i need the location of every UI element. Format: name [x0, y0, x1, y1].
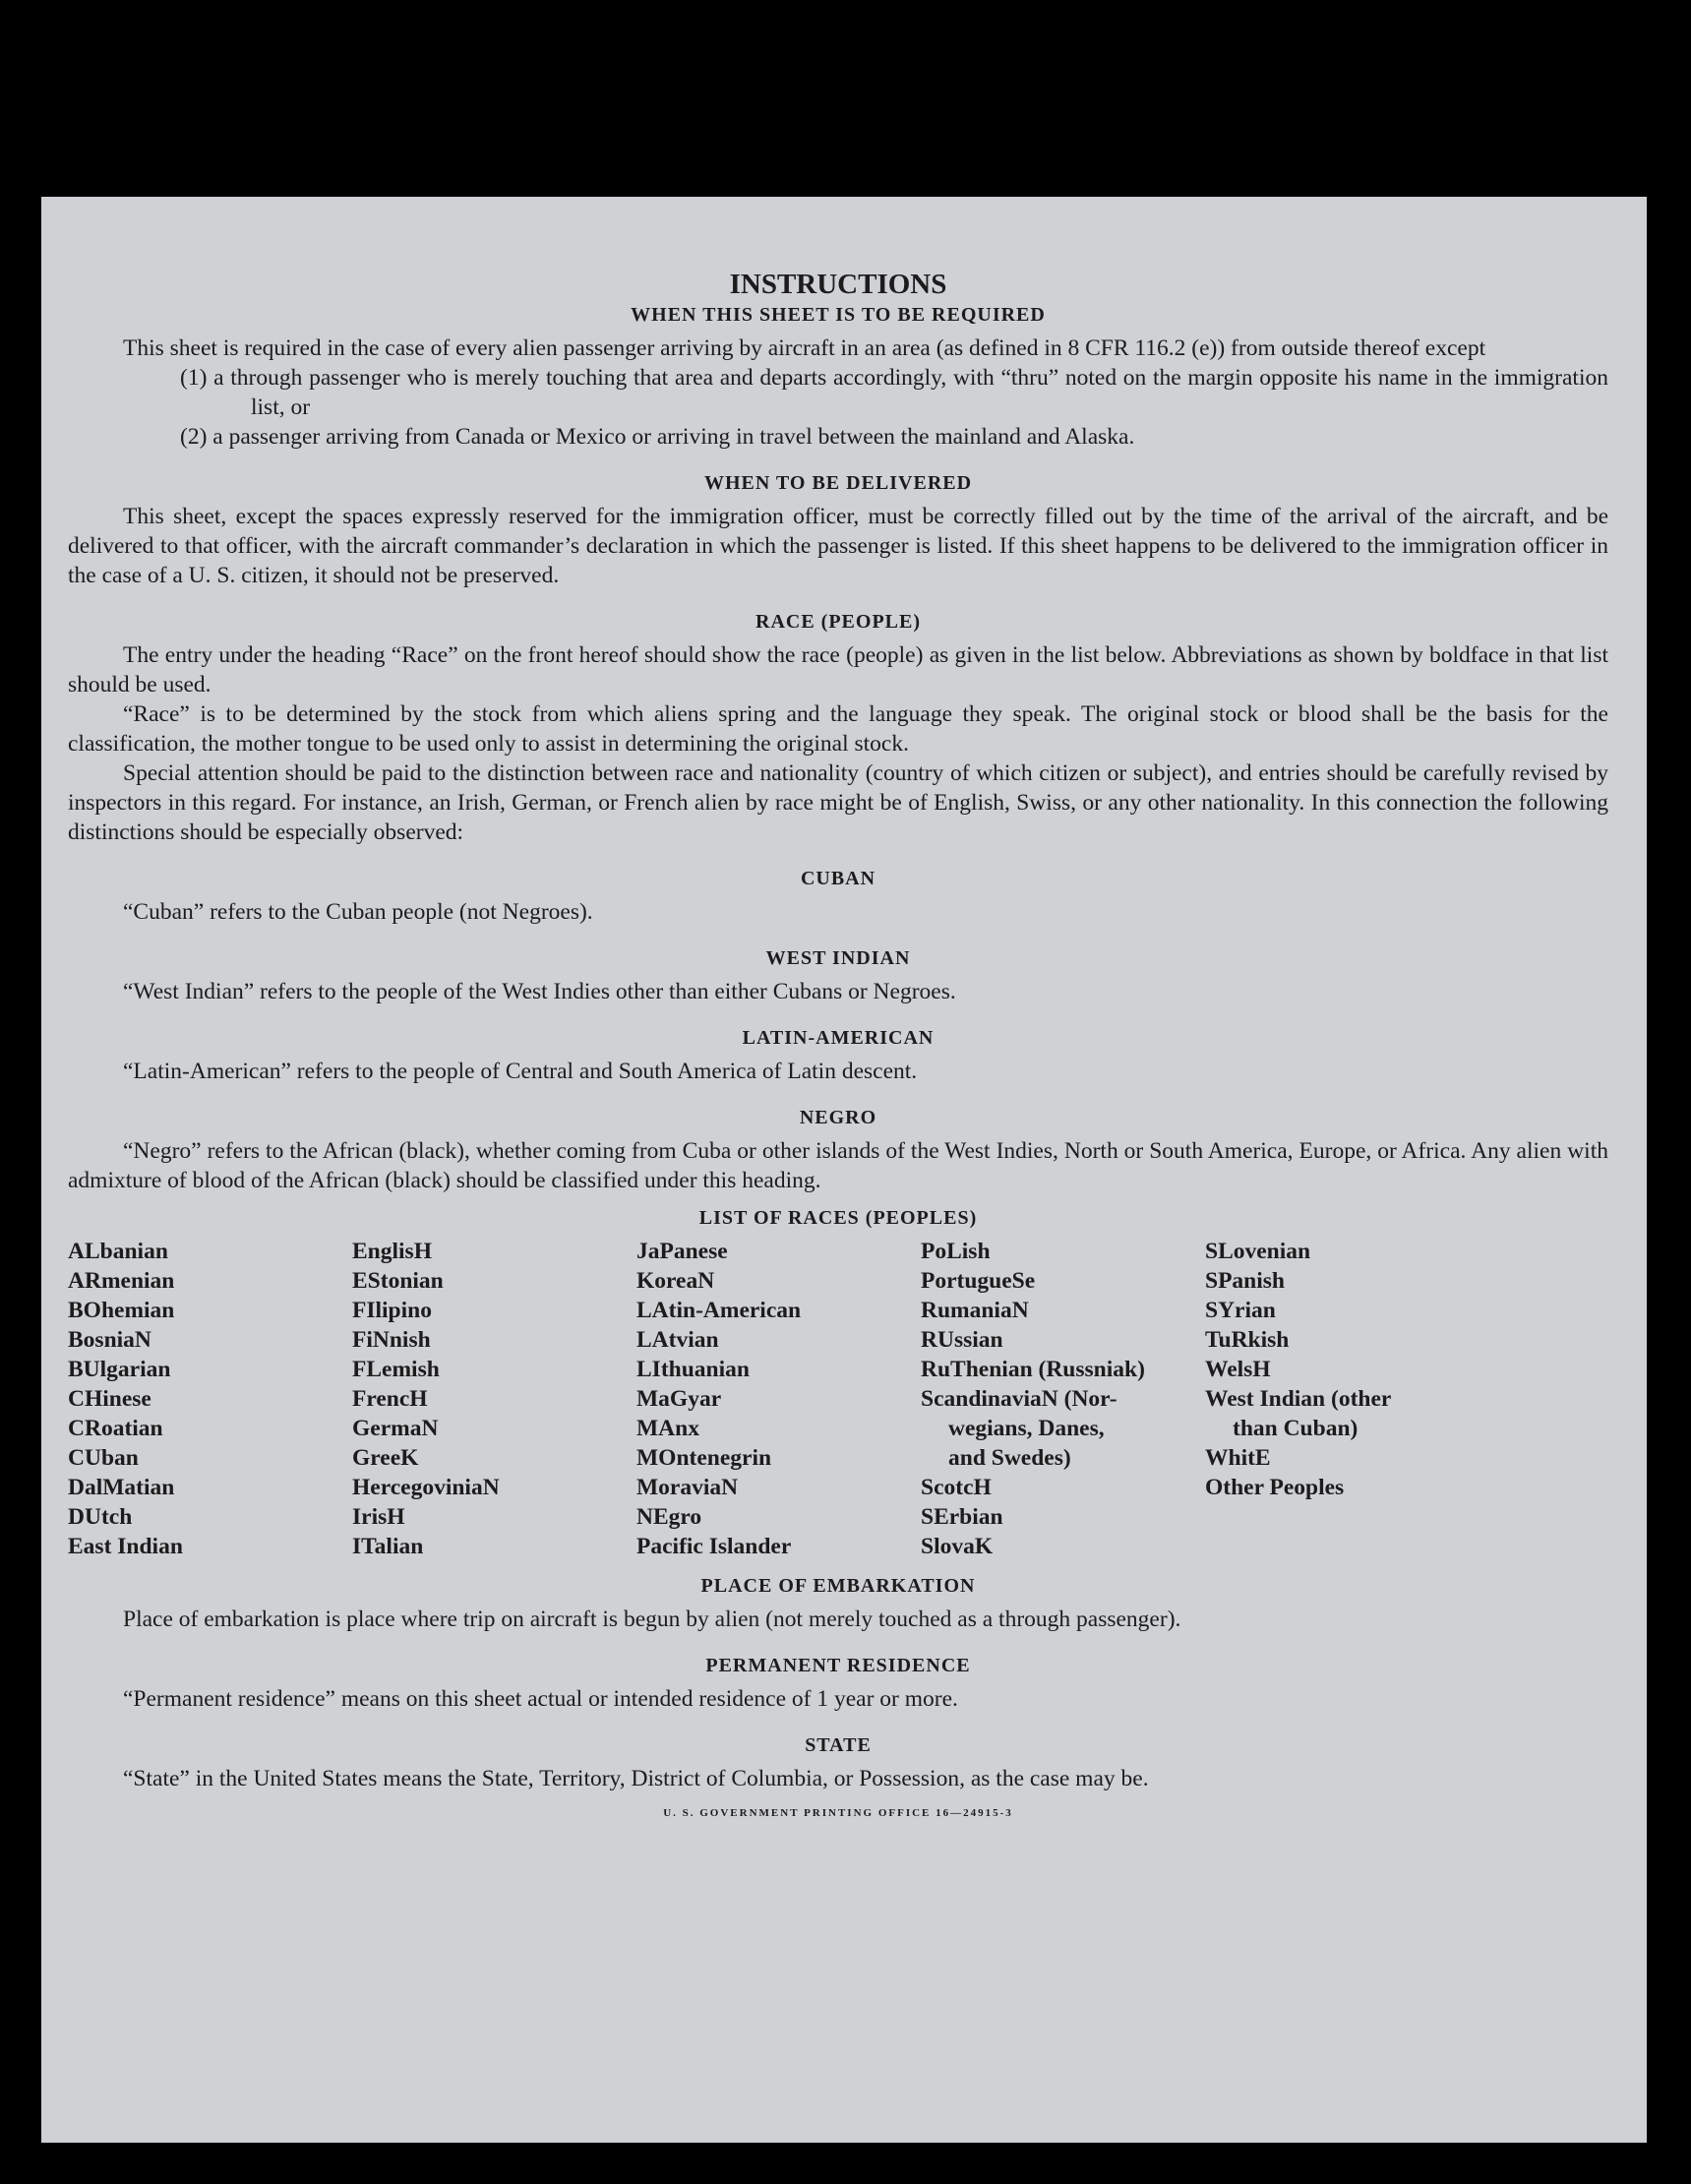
- heading-place-of-embarkation: PLACE OF EMBARKATION: [700, 1574, 976, 1597]
- embarkation-text: Place of embarkation is place where trip on aircraft is begun by alien (not merely touched as a through passenger).: [123, 1606, 1181, 1632]
- race-item: DalMatian: [68, 1474, 175, 1500]
- heading-state: STATE: [805, 1733, 872, 1756]
- race-item: FiNnish: [352, 1326, 431, 1353]
- race-item: PortugueSe: [921, 1267, 1036, 1294]
- race-list: [68, 1237, 1608, 1561]
- race-item: LIthuanian: [636, 1356, 750, 1382]
- printer-imprint: U. S. GOVERNMENT PRINTING OFFICE 16—24915-3: [663, 1806, 1013, 1819]
- race-column-4: [921, 1237, 1205, 1561]
- race-item: PoLish: [921, 1238, 991, 1264]
- race-item: ScandinaviaN (Nor-: [921, 1385, 1117, 1412]
- race-item: CUban: [68, 1444, 139, 1471]
- race-item: and Swedes): [948, 1444, 1071, 1471]
- when-required-item-1: (1) a through passenger who is merely touching that area and departs accordingly, with “thru” noted on the margin opposite his name in the immigration list, or: [180, 364, 1608, 420]
- race-item: SErbian: [921, 1503, 1003, 1530]
- race-item: wegians, Danes,: [948, 1415, 1105, 1441]
- race-item: CRoatian: [68, 1415, 163, 1441]
- race-item: LAtvian: [636, 1326, 719, 1353]
- heading-cuban: CUBAN: [800, 867, 876, 889]
- heading-list-of-races: LIST OF RACES (PEOPLES): [698, 1206, 978, 1229]
- race-item: CHinese: [68, 1385, 151, 1412]
- race-item: WelsH: [1205, 1356, 1271, 1382]
- race-item: SPanish: [1205, 1267, 1285, 1294]
- race-item: BOhemian: [68, 1297, 175, 1323]
- residence-text: “Permanent residence” means on this sheet actual or intended residence of 1 year or more.: [123, 1685, 958, 1712]
- race-column-3: [636, 1237, 921, 1561]
- race-item: ITalian: [352, 1533, 424, 1559]
- race-paragraph-2: “Race” is to be determined by the stock from which aliens spring and the language they speak. The original stock or blood shall be the basis for the classification, the mother tongue to be used only to assist in determining the original stock.: [68, 700, 1608, 757]
- race-item: MAnx: [636, 1415, 699, 1441]
- race-item: FLemish: [352, 1356, 440, 1382]
- negro-text: “Negro” refers to the African (black), whether coming from Cuba or other islands of the West Indies, North or South America, Europe, or Africa. Any alien with admixture of blood of the African (black) should be classified under this heading.: [68, 1137, 1608, 1193]
- race-item: BUlgarian: [68, 1356, 171, 1382]
- when-required-intro: This sheet is required in the case of every alien passenger arriving by aircraft in an area (as defined in 8 CFR 116.2 (e)) from outside thereof except: [123, 334, 1486, 361]
- heading-west-indian: WEST INDIAN: [765, 946, 911, 969]
- race-item: East Indian: [68, 1533, 183, 1559]
- race-item: TuRkish: [1205, 1326, 1290, 1353]
- race-item: Pacific Islander: [636, 1533, 792, 1559]
- race-paragraph-3: Special attention should be paid to the distinction between race and nationality (country of which citizen or subject), and entries should be carefully revised by inspectors in this regard. For instance, an Irish, German, or French alien by race might be of English, Swiss, or any other nationality. In this connection the following distinctions should be especially observed:: [68, 759, 1608, 845]
- race-item: KoreaN: [636, 1267, 715, 1294]
- heading-permanent-residence: PERMANENT RESIDENCE: [705, 1654, 971, 1676]
- race-column-1: [68, 1237, 352, 1561]
- latin-american-text: “Latin-American” refers to the people of Central and South America of Latin descent.: [123, 1058, 918, 1084]
- race-item: FIlipino: [352, 1297, 432, 1323]
- race-item: NEgro: [636, 1503, 702, 1530]
- document-sheet: [41, 197, 1647, 2143]
- race-item: FrencH: [352, 1385, 428, 1412]
- race-item: BosniaN: [68, 1326, 151, 1353]
- race-item: GermaN: [352, 1415, 439, 1441]
- when-required-item-2: (2) a passenger arriving from Canada or Mexico or arriving in travel between the mainland and Alaska.: [180, 423, 1135, 450]
- race-item: RuThenian (Russniak): [921, 1356, 1145, 1382]
- race-item: GreeK: [352, 1444, 419, 1471]
- race-item: than Cuban): [1233, 1415, 1359, 1441]
- heading-latin-american: LATIN-AMERICAN: [742, 1026, 935, 1049]
- race-item: EStonian: [352, 1267, 444, 1294]
- race-column-2: [352, 1237, 636, 1561]
- race-item: SYrian: [1205, 1297, 1276, 1323]
- race-item: RUssian: [921, 1326, 1003, 1353]
- heading-negro: NEGRO: [799, 1106, 877, 1128]
- cuban-text: “Cuban” refers to the Cuban people (not Negroes).: [123, 898, 593, 925]
- race-item: WhitE: [1205, 1444, 1271, 1471]
- when-delivered-text: This sheet, except the spaces expressly reserved for the immigration officer, must be correctly filled out by the time of the arrival of the aircraft, and be delivered to that officer, with the aircraft commander’s declaration in which the passenger is listed. If this sheet happens to be delivered to the immigration officer in the case of a U. S. citizen, it should not be preserved.: [68, 503, 1608, 588]
- race-item: JaPanese: [636, 1238, 728, 1264]
- race-item: EnglisH: [352, 1238, 432, 1264]
- race-item: West Indian (other: [1205, 1385, 1392, 1412]
- page-title: INSTRUCTIONS: [729, 269, 947, 300]
- race-item: MOntenegrin: [636, 1444, 772, 1471]
- race-item: MoraviaN: [636, 1474, 739, 1500]
- race-item: ScotcH: [921, 1474, 992, 1500]
- race-item: ARmenian: [68, 1267, 175, 1294]
- heading-when-required: WHEN THIS SHEET IS TO BE REQUIRED: [631, 303, 1046, 326]
- race-item: IrisH: [352, 1503, 405, 1530]
- heading-when-delivered: WHEN TO BE DELIVERED: [703, 471, 973, 494]
- race-item: DUtch: [68, 1503, 133, 1530]
- race-item: ALbanian: [68, 1238, 168, 1264]
- race-item: Other Peoples: [1205, 1474, 1345, 1500]
- west-indian-text: “West Indian” refers to the people of the West Indies other than either Cubans or Negroes.: [123, 978, 956, 1004]
- race-paragraph-1: The entry under the heading “Race” on the front hereof should show the race (people) as given in the list below. Abbreviations as shown by boldface in that list should be used.: [68, 641, 1608, 698]
- race-column-5: [1205, 1237, 1489, 1561]
- state-text: “State” in the United States means the State, Territory, District of Columbia, or Possession, as the case may be.: [123, 1765, 1149, 1791]
- heading-race: RACE (PEOPLE): [755, 610, 921, 633]
- race-item: HercegoviniaN: [352, 1474, 500, 1500]
- race-item: SlovaK: [921, 1533, 994, 1559]
- race-item: SLovenian: [1205, 1238, 1311, 1264]
- race-item: MaGyar: [636, 1385, 722, 1412]
- race-item: RumaniaN: [921, 1297, 1029, 1323]
- race-item: LAtin-American: [636, 1297, 802, 1323]
